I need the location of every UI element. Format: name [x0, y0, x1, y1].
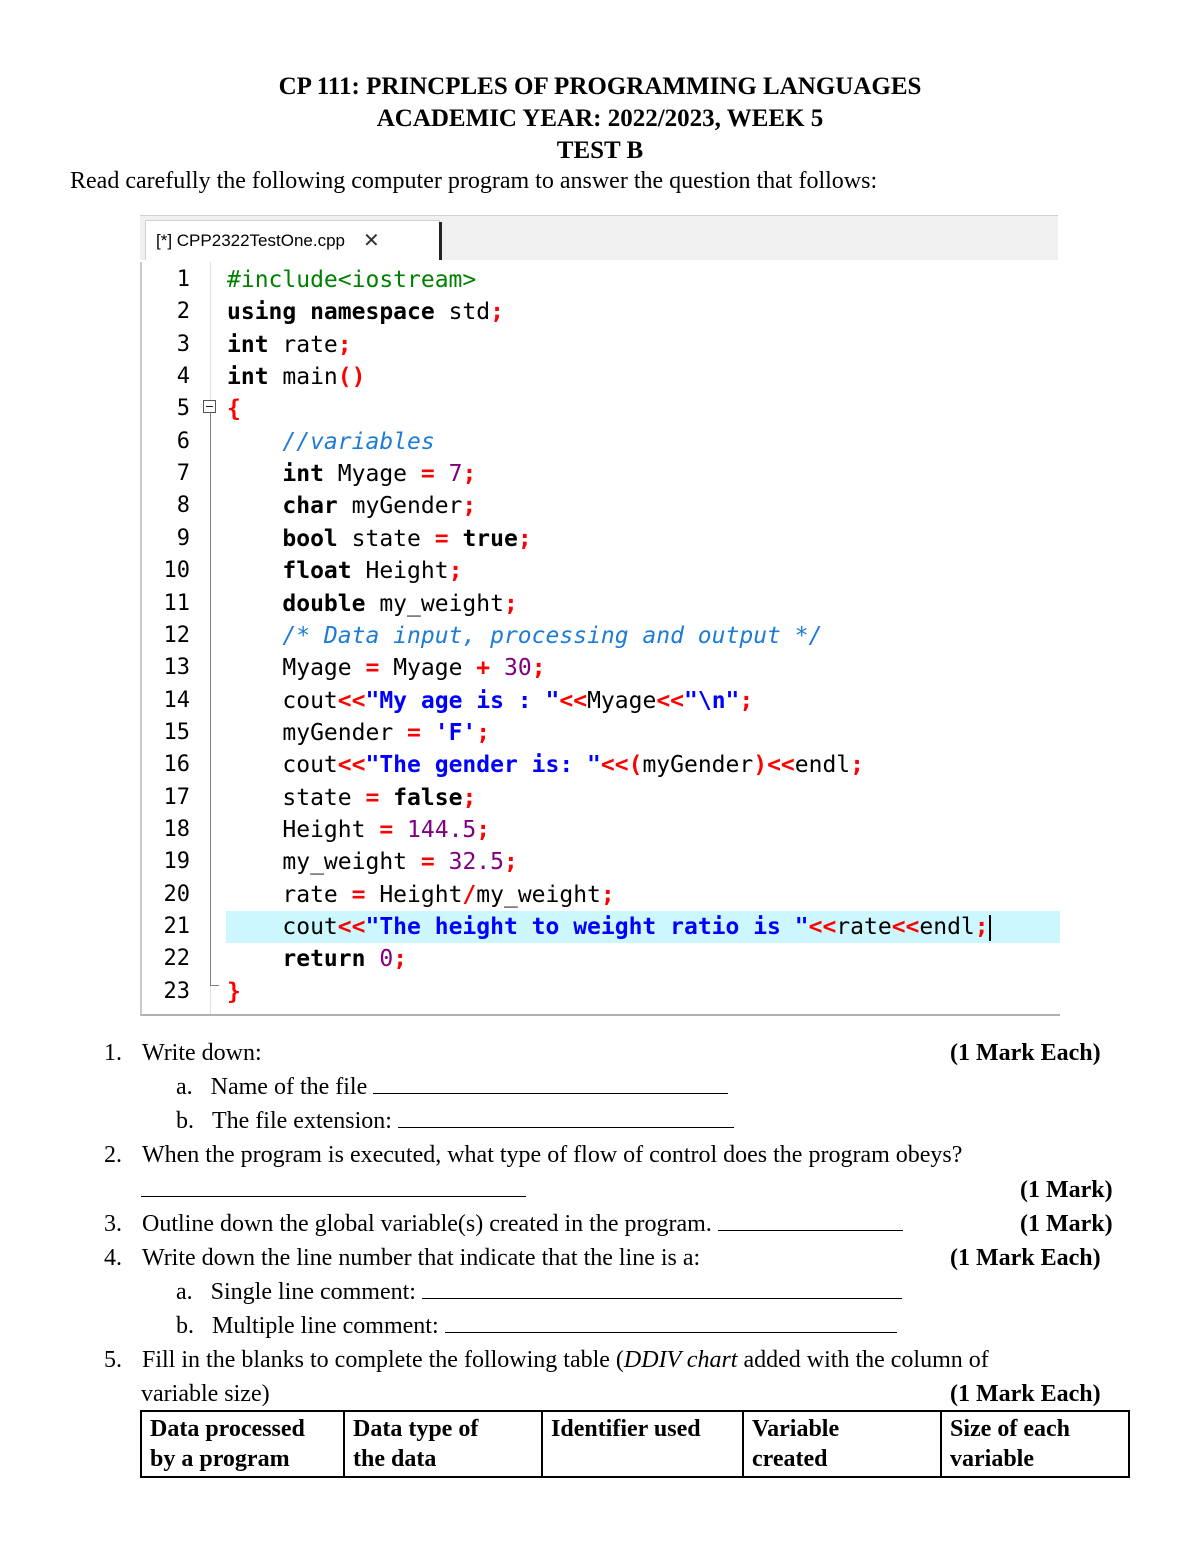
answer-blank[interactable] — [445, 1312, 897, 1333]
code-token: << — [559, 687, 588, 714]
code-token: ; — [503, 590, 518, 617]
code-token: bool — [282, 525, 338, 552]
code-token: Myage — [323, 461, 421, 488]
fold-guide-end — [210, 985, 219, 986]
q4a-text: Single line comment: — [210, 1279, 422, 1305]
code-token — [490, 655, 504, 681]
q4b-text: Multiple line comment: — [212, 1313, 445, 1339]
q3-number: 3. — [104, 1211, 122, 1237]
code-token: ; — [448, 558, 463, 585]
code-line[interactable] — [227, 943, 407, 975]
code-token: << — [337, 687, 366, 714]
code-token: int — [227, 364, 269, 391]
code-token: <<( — [600, 752, 643, 779]
code-token — [227, 429, 282, 455]
code-token: Height — [227, 816, 380, 843]
file-tab-label: [*] CPP2322TestOne.cpp — [156, 230, 346, 250]
line-number: 19 — [163, 849, 190, 875]
code-line[interactable] — [227, 976, 241, 1008]
code-line[interactable] — [227, 490, 476, 522]
instructions: Read carefully the following computer program to answer the question that follows: — [70, 168, 878, 194]
code-line[interactable] — [227, 749, 864, 781]
code-token: 7 — [448, 461, 463, 488]
code-token: + — [476, 655, 491, 682]
code-token — [449, 526, 463, 552]
code-token — [435, 849, 449, 875]
code-token: "The gender is: " — [365, 752, 601, 779]
code-token: float — [282, 558, 352, 585]
line-number: 10 — [163, 558, 190, 584]
q1a-text: Name of the file — [210, 1074, 374, 1100]
code-token: "\n" — [684, 687, 740, 714]
table-header-row — [141, 1411, 1129, 1477]
code-token: cout — [227, 752, 338, 779]
code-token: } — [227, 978, 241, 1005]
answer-blank[interactable] — [422, 1278, 902, 1299]
code-token: = — [407, 719, 421, 746]
line-number: 3 — [176, 331, 190, 357]
code-token: my_weight — [476, 881, 601, 908]
question-3 — [104, 1210, 903, 1238]
code-token: "My age is : " — [365, 687, 560, 714]
code-token: ; — [393, 946, 408, 973]
code-token: using namespace — [227, 299, 435, 326]
code-token: char — [282, 493, 338, 520]
code-token: ; — [739, 687, 754, 714]
code-token: ; — [974, 914, 989, 940]
code-token: = — [420, 461, 435, 488]
question-2 — [104, 1141, 962, 1169]
code-token: rate — [836, 914, 892, 940]
column-header: Variable created — [743, 1411, 941, 1477]
code-token: "The height to weight ratio is " — [365, 914, 809, 940]
code-token: rate — [268, 331, 338, 358]
code-line[interactable] — [227, 685, 753, 717]
code-token: cout — [227, 687, 338, 714]
line-number: 22 — [163, 946, 190, 972]
code-line[interactable] — [227, 329, 352, 361]
code-token: Height — [365, 881, 463, 908]
code-token: 30 — [504, 655, 532, 682]
code-line[interactable] — [227, 296, 504, 328]
code-line[interactable] — [227, 588, 518, 620]
code-token: 0 — [379, 946, 394, 973]
code-token: int — [227, 331, 269, 358]
line-number: 6 — [176, 428, 190, 454]
code-line[interactable] — [227, 620, 822, 652]
q1-number: 1. — [104, 1040, 122, 1066]
q1b-letter: b. — [176, 1108, 194, 1134]
code-token: myGender — [642, 752, 754, 779]
column-header: Size of each variable — [941, 1411, 1129, 1477]
test-label: TEST B — [556, 137, 644, 164]
question-4 — [104, 1244, 700, 1272]
line-number: 9 — [176, 525, 190, 551]
q1-text: Write down: — [142, 1040, 262, 1066]
line-number: 20 — [163, 881, 190, 907]
code-token: int — [282, 461, 324, 488]
line-number: 12 — [163, 622, 190, 648]
question-5 — [104, 1346, 989, 1374]
code-token: endl — [794, 752, 851, 779]
line-number: 2 — [176, 299, 190, 325]
line-number: 8 — [176, 493, 190, 519]
code-token: ; — [476, 816, 491, 843]
q5-text-line2: variable size) — [141, 1381, 270, 1407]
code-token: = — [379, 816, 394, 843]
code-line[interactable] — [227, 264, 476, 296]
code-token: my_weight — [365, 590, 504, 617]
code-token — [227, 461, 282, 487]
code-token: Myage — [227, 655, 366, 682]
line-number: 17 — [163, 784, 190, 810]
code-token: )<< — [753, 752, 795, 779]
code-token: << — [337, 752, 366, 779]
code-token: = — [434, 525, 449, 552]
tab-divider — [439, 222, 442, 260]
line-number: 14 — [163, 687, 190, 713]
code-token: << — [891, 914, 920, 940]
column-header: Data type of the data — [344, 1411, 542, 1477]
code-token — [227, 526, 282, 552]
code-line[interactable] — [227, 523, 532, 555]
q4a-letter: a. — [176, 1279, 193, 1305]
code-line[interactable] — [227, 911, 991, 943]
line-number: 21 — [163, 914, 190, 939]
text-cursor — [989, 915, 991, 941]
code-token: ; — [517, 525, 532, 552]
code-token: ; — [600, 881, 615, 908]
code-token: true — [462, 525, 518, 552]
q5-text-cont: added with the column of — [737, 1347, 989, 1373]
code-token: main — [268, 364, 338, 391]
code-token: false — [393, 784, 463, 811]
line-number: 13 — [163, 655, 190, 681]
code-line[interactable] — [227, 879, 615, 911]
q5-marks: (1 Mark Each) — [950, 1381, 1101, 1407]
code-token: state — [227, 784, 366, 811]
line-number: 15 — [163, 719, 190, 745]
q2-marks: (1 Mark) — [1020, 1177, 1113, 1203]
code-token — [227, 623, 282, 649]
code-token: ; — [462, 461, 477, 488]
code-token — [227, 591, 282, 617]
ddiv-table — [140, 1410, 1130, 1478]
code-token: ; — [462, 493, 477, 520]
question-4a — [176, 1278, 902, 1306]
line-number: 23 — [163, 978, 190, 1004]
q4b-letter: b. — [176, 1313, 194, 1339]
code-line[interactable] — [227, 782, 476, 814]
answer-blank[interactable] — [718, 1210, 903, 1231]
code-line[interactable] — [227, 846, 518, 878]
q1-marks: (1 Mark Each) — [950, 1040, 1101, 1066]
code-token: = — [365, 784, 380, 811]
code-token: std — [434, 299, 491, 326]
question-4b — [176, 1312, 897, 1340]
q5-emphasis: DDIV chart — [623, 1347, 738, 1373]
code-line[interactable] — [227, 361, 366, 393]
line-number: 1 — [176, 267, 190, 292]
column-header: Data processed by a program — [141, 1411, 344, 1477]
line-number: 5 — [176, 396, 190, 422]
question-1 — [104, 1039, 262, 1067]
code-token — [365, 946, 379, 972]
code-token: 144.5 — [407, 816, 477, 843]
code-line[interactable] — [227, 652, 546, 684]
code-token — [227, 558, 282, 584]
code-token: << — [808, 914, 837, 940]
code-token: state — [337, 525, 435, 552]
answer-blank[interactable] — [373, 1073, 728, 1094]
code-line[interactable] — [227, 458, 476, 490]
q4-number: 4. — [104, 1245, 122, 1271]
code-token: / — [462, 881, 477, 908]
code-token: myGender — [337, 493, 463, 520]
code-line[interactable] — [227, 814, 490, 846]
close-icon[interactable]: ✕ — [363, 229, 380, 252]
q4-text: Write down the line number that indicate that the line is a: — [142, 1245, 701, 1271]
code-token: Myage — [379, 655, 477, 682]
q2-number: 2. — [104, 1142, 122, 1168]
line-number: 11 — [163, 590, 190, 616]
line-number: 4 — [176, 364, 190, 390]
code-token — [421, 720, 435, 746]
code-token: return — [282, 946, 366, 973]
code-line[interactable] — [227, 426, 435, 458]
code-token: myGender — [227, 719, 408, 746]
code-token: cout — [227, 914, 338, 940]
test-title: CP 111: PRINCPLES OF PROGRAMMING LANGUAGES — [278, 73, 922, 100]
column-header: Identifier used — [542, 1411, 743, 1477]
code-token: ; — [490, 299, 504, 326]
code-token: ; — [476, 719, 491, 746]
code-token — [379, 785, 393, 811]
code-token: { — [227, 396, 241, 423]
code-line[interactable] — [227, 717, 490, 749]
question-1b — [176, 1107, 734, 1135]
code-token: ; — [531, 655, 546, 682]
answer-blank[interactable] — [141, 1176, 526, 1197]
code-token: rate — [227, 881, 352, 908]
code-token — [393, 817, 407, 843]
code-token: = — [351, 881, 366, 908]
q2-answer-line — [141, 1176, 526, 1204]
code-token: endl — [919, 914, 975, 940]
q2-text: When the program is executed, what type of flow of control does the program obeys? — [142, 1142, 963, 1168]
code-token: Myage — [587, 687, 657, 714]
q5-text: Fill in the blanks to complete the following table ( — [142, 1347, 624, 1373]
line-number: 7 — [176, 461, 190, 487]
fold-guide — [210, 410, 211, 985]
q5-number: 5. — [104, 1347, 122, 1373]
q3-marks: (1 Mark) — [1020, 1211, 1113, 1237]
q3-text: Outline down the global variable(s) created in the program. — [142, 1211, 718, 1237]
code-token: << — [337, 914, 366, 940]
code-line[interactable] — [227, 393, 241, 425]
code-token: () — [337, 364, 366, 391]
fold-collapse-icon[interactable]: − — [204, 400, 215, 413]
code-token: = — [420, 849, 435, 876]
code-token — [227, 493, 282, 519]
code-token: ; — [462, 784, 477, 811]
q1b-text: The file extension: — [212, 1108, 398, 1134]
question-1a — [176, 1073, 728, 1101]
code-token: 32.5 — [448, 849, 504, 876]
code-token: my_weight — [227, 849, 421, 876]
code-line[interactable] — [227, 555, 462, 587]
q1a-letter: a. — [176, 1074, 193, 1100]
editor-tab-bar — [140, 215, 1058, 260]
code-editor — [140, 215, 1060, 1015]
academic-year: ACADEMIC YEAR: 2022/2023, WEEK 5 — [376, 105, 824, 132]
code-token: Height — [351, 558, 449, 585]
code-token: ; — [337, 331, 352, 358]
code-token: << — [656, 687, 685, 714]
line-number: 16 — [163, 752, 190, 778]
code-token: //variables — [282, 428, 435, 455]
code-token: double — [282, 590, 366, 617]
q4-marks: (1 Mark Each) — [950, 1245, 1101, 1271]
code-token: #include<iostream> — [227, 267, 477, 293]
code-token — [227, 946, 282, 972]
file-tab[interactable] — [145, 220, 440, 260]
code-token: 'F' — [434, 719, 477, 746]
answer-blank[interactable] — [398, 1107, 734, 1128]
line-number: 18 — [163, 816, 190, 842]
code-token: /* Data input, processing and output */ — [282, 622, 823, 649]
code-area[interactable] — [140, 262, 1060, 1016]
code-token — [435, 461, 449, 487]
code-token: = — [365, 655, 380, 682]
code-token: ; — [503, 849, 518, 876]
code-token: ; — [850, 752, 865, 779]
